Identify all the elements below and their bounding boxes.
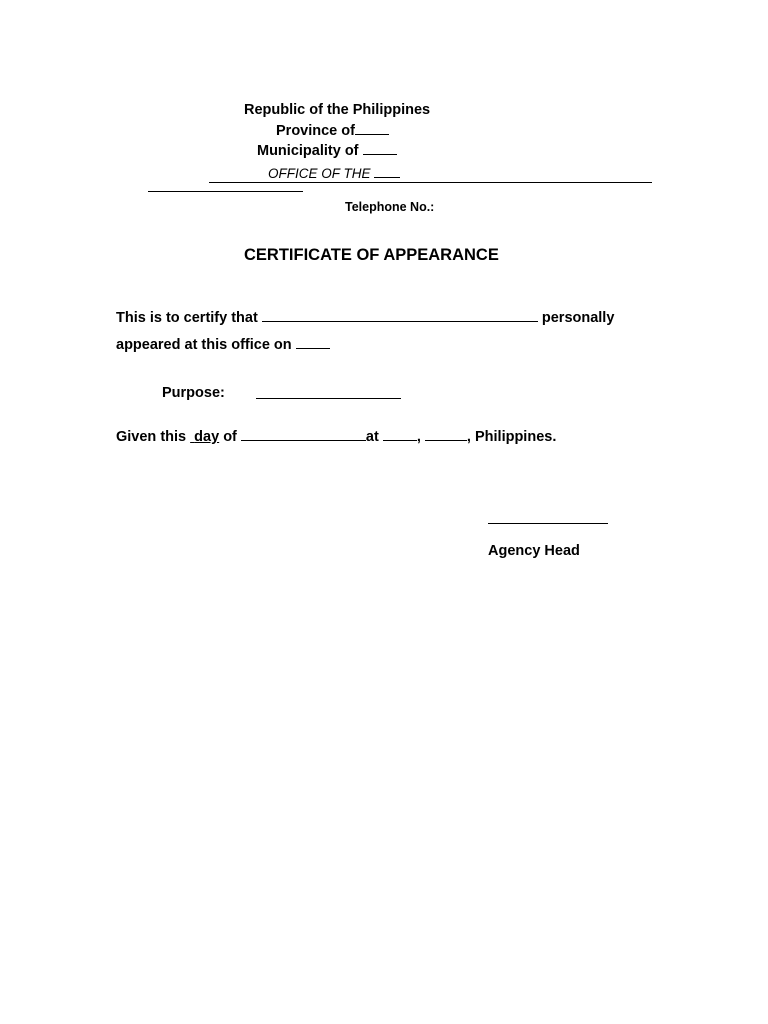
given-line bbox=[116, 427, 556, 445]
province-place-blank bbox=[425, 427, 467, 441]
appeared-line bbox=[116, 335, 330, 353]
agency-head-label: Agency Head bbox=[488, 543, 580, 559]
place-blank bbox=[383, 427, 417, 441]
office-underline-continuation bbox=[148, 191, 303, 192]
month-blank bbox=[241, 427, 366, 441]
certify-line bbox=[116, 308, 614, 326]
office-blank bbox=[374, 167, 400, 178]
at-word: at bbox=[365, 429, 379, 445]
signature-line bbox=[488, 523, 608, 524]
office-underline bbox=[209, 182, 652, 183]
certify-suffix: personally bbox=[541, 310, 615, 326]
purpose-blank bbox=[256, 385, 401, 399]
certify-prefix: This is to certify that bbox=[116, 310, 258, 326]
office-label: OFFICE OF THE bbox=[268, 166, 371, 181]
province-blank bbox=[355, 121, 389, 135]
province-label: Province of bbox=[276, 123, 355, 139]
philippines-text: , Philippines. bbox=[466, 429, 557, 445]
municipality-label: Municipality of bbox=[257, 143, 359, 159]
comma: , bbox=[416, 429, 421, 445]
purpose-line bbox=[256, 385, 401, 403]
telephone-label: Telephone No.: bbox=[345, 200, 435, 214]
appeared-text: appeared at this office on bbox=[116, 337, 292, 353]
given-prefix: Given this bbox=[116, 429, 187, 445]
office-line bbox=[268, 166, 400, 181]
purpose-label: Purpose: bbox=[162, 385, 225, 401]
municipality-line bbox=[257, 141, 397, 159]
certificate-title: CERTIFICATE OF APPEARANCE bbox=[244, 246, 499, 264]
province-line bbox=[276, 121, 389, 139]
municipality-blank bbox=[363, 141, 397, 155]
of-word: of bbox=[223, 429, 237, 445]
appearance-date-blank bbox=[296, 335, 330, 349]
republic-heading: Republic of the Philippines bbox=[244, 102, 431, 118]
name-blank bbox=[262, 308, 538, 322]
day-word: day bbox=[194, 429, 220, 445]
